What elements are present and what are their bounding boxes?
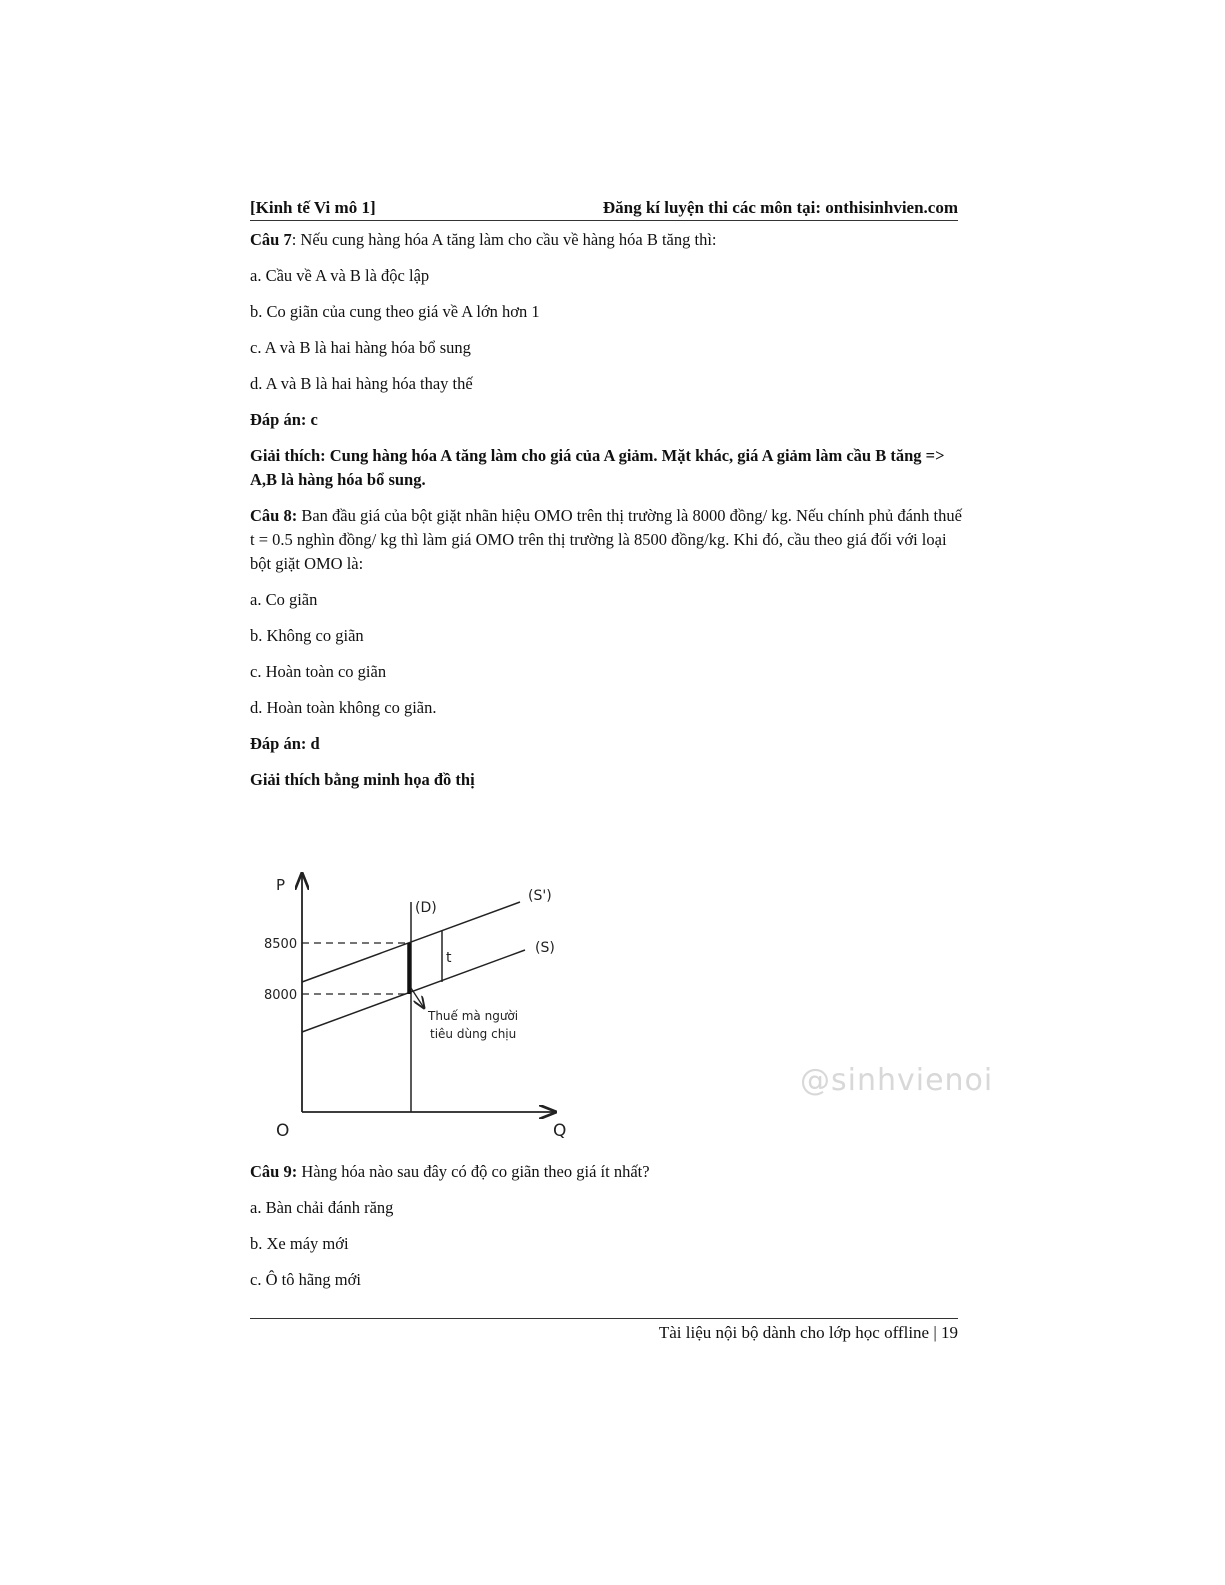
question-8-option-d: d. Hoàn toàn không co giãn. [250,698,437,717]
supply-after-tax-label: (S') [528,888,552,904]
question-8-option-b: b. Không co giãn [250,626,364,645]
question-8-label: Câu 8: [250,506,298,525]
axis-label-p: P [276,876,286,894]
axis-label-q: Q [553,1121,567,1141]
page-content [250,228,962,1304]
question-8-option-a: a. Co giãn [250,590,318,609]
graph-svg [250,832,590,1152]
question-7-option-a: a. Cầu về A và B là độc lập [250,266,430,285]
header-course-title: [Kinh tế Vi mô 1] [250,198,376,217]
origin-label: O [276,1121,290,1141]
watermark: @sinhvienoi [800,1063,994,1098]
question-8-text: Ban đầu giá của bột giặt nhãn hiệu OMO trên thị trường là 8000 đồng/ kg. Nếu chính phủ đánh thuế t = 0.5 nghìn đồng/ kg thì làm giá OMO trên thị trường là 8500 đồng/kg. Khi đó, cầu theo giá đối với loại bột giặt OMO là: [250,506,962,573]
question-7-label: Câu 7 [250,230,292,249]
question-9-option-c: c. Ô tô hãng mới [250,1270,361,1289]
question-7-option-c: c. A và B là hai hàng hóa bổ sung [250,338,471,357]
question-7-option-d: d. A và B là hai hàng hóa thay thế [250,374,473,393]
question-8-explanation-title: Giải thích bằng minh họa đồ thị [250,770,475,789]
question-9-text: Hàng hóa nào sau đây có độ co giãn theo giá ít nhất? [297,1162,650,1181]
question-7-explanation: Giải thích: Cung hàng hóa A tăng làm cho giá của A giảm. Mặt khác, giá A giảm làm cầu B tăng => A,B là hàng hóa bổ sung. [250,446,945,489]
tax-incidence-graph [250,832,590,1152]
page-footer: Tài liệu nội bộ dành cho lớp học offline | 19 [250,1318,958,1343]
question-8-option-c: c. Hoàn toàn co giãn [250,662,387,681]
price-label-8500: 8500 [264,937,298,952]
question-7-answer: Đáp án: c [250,410,318,429]
question-7-text: : Nếu cung hàng hóa A tăng làm cho cầu về hàng hóa B tăng thì: [291,230,717,249]
question-9 [250,1160,962,1184]
question-9-label: Câu 9: [250,1162,298,1181]
tax-note-line-2: tiêu dùng chịu [430,1027,517,1041]
question-7-option-b: b. Co giãn của cung theo giá về A lớn hơn 1 [250,302,540,321]
question-9-option-a: a. Bàn chải đánh răng [250,1198,394,1217]
question-8-answer: Đáp án: d [250,734,320,753]
demand-label: (D) [415,900,437,916]
note-pointer-arrow [411,988,424,1008]
tax-note-line-1: Thuế mà người [428,1009,519,1023]
question-7 [250,228,962,252]
question-9-option-b: b. Xe máy mới [250,1234,349,1253]
header-site-notice: Đăng kí luyện thi các môn tại: onthisinhvien.com [602,198,958,217]
page-header [250,198,958,221]
tax-label: t [446,950,452,966]
question-8 [250,504,962,576]
supply-label: (S) [535,940,555,956]
price-label-8000: 8000 [264,988,298,1003]
